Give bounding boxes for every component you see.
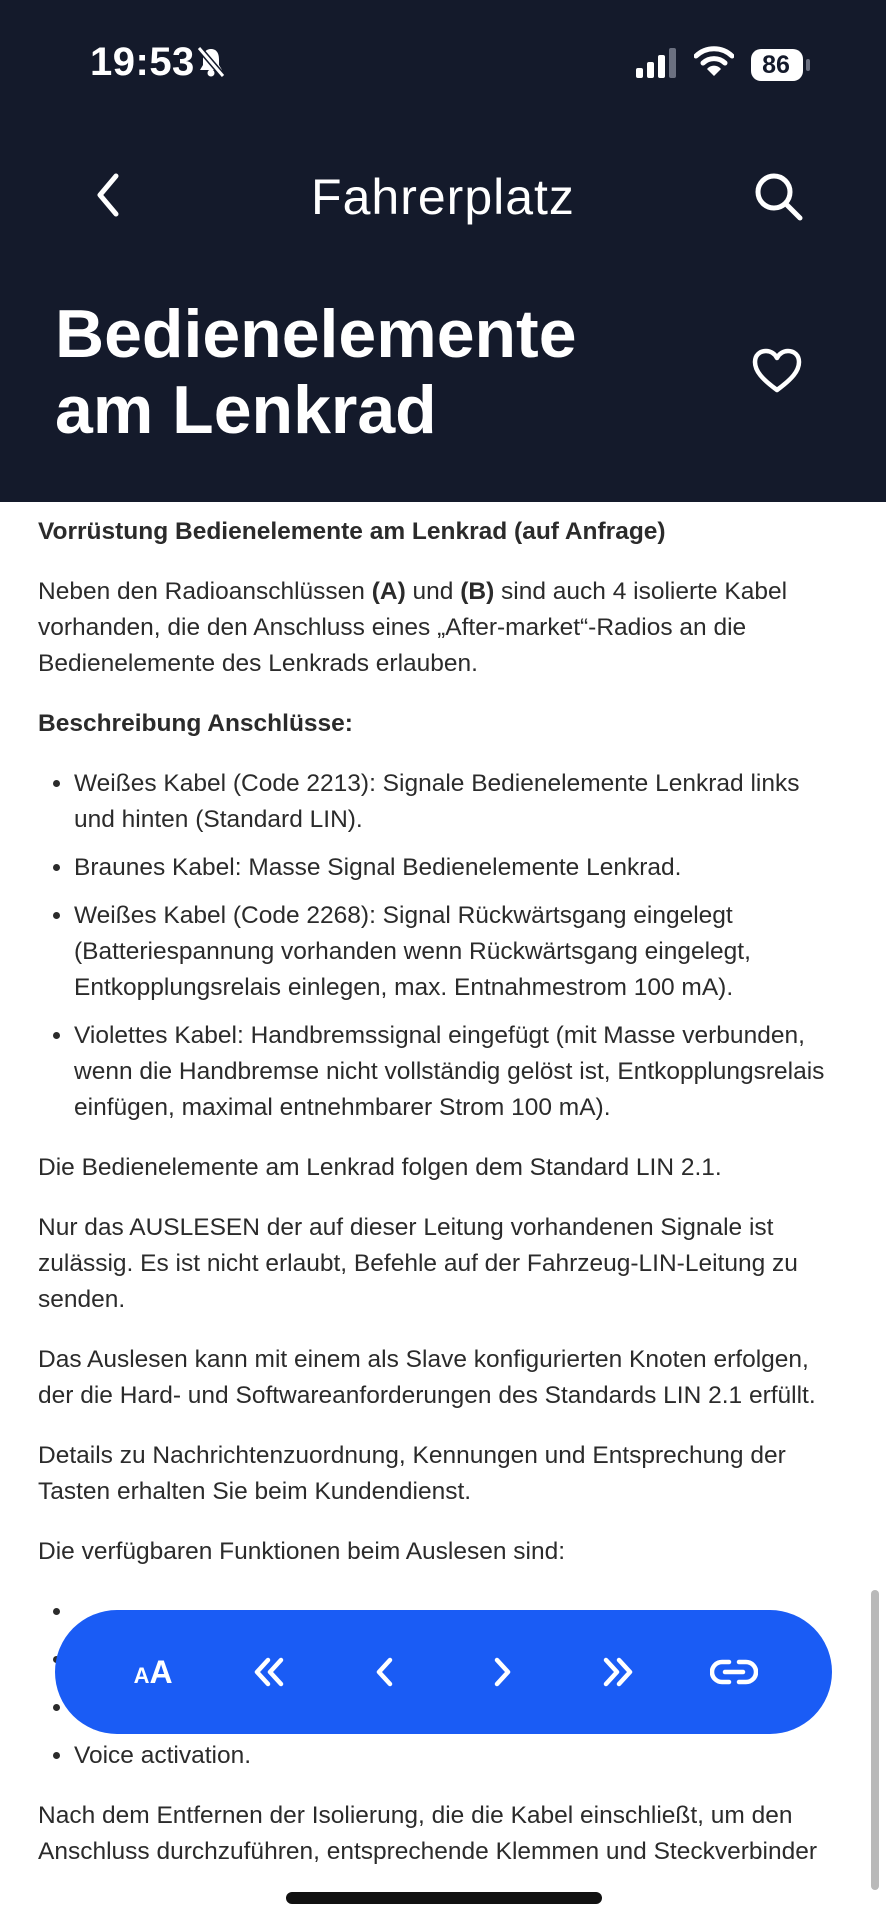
paragraph-functions: Die verfügbaren Funktionen beim Auslesen sind:: [38, 1538, 566, 1565]
nav-title: Fahrerplatz: [311, 169, 575, 225]
previous-page-button[interactable]: [350, 1637, 420, 1707]
paragraph-removal: Nach dem Entfernen der Isolierung, die die Kabel einschließt, um den Anschluss durchzuführen, entsprechende Klemmen und Steckverbinder: [38, 1802, 817, 1865]
font-size-icon: AA: [133, 1653, 173, 1690]
page-title: [55, 296, 695, 448]
search-icon[interactable]: [752, 170, 804, 222]
intro-text-1: Neben den Radioanschlüssen: [38, 578, 372, 605]
link-button[interactable]: [699, 1637, 769, 1707]
label-b: (B): [460, 578, 495, 605]
link-icon: [710, 1657, 758, 1687]
font-size-button[interactable]: [118, 1637, 188, 1707]
last-page-icon: [600, 1655, 636, 1689]
paragraph-read: Nur das AUSLESEN der auf dieser Leitung vorhandenen Signale ist zulässig. Es ist nicht erlaubt, Befehle auf der Fahrzeug-LIN-Leitung zu senden.: [38, 1214, 798, 1313]
previous-page-icon: [373, 1655, 397, 1689]
section-title: Vorrüstung Bedienelemente am Lenkrad (auf Anfrage): [38, 518, 666, 545]
bell-slash-icon: [196, 46, 226, 78]
first-page-icon: [251, 1655, 287, 1689]
wifi-icon: [694, 44, 734, 78]
list-item: • Weißes Kabel (Code 2213): Signale Bedienelemente Lenkrad links und hinten (Standard LIN).: [74, 766, 838, 838]
paragraph-details: Details zu Nachrichtenzuordnung, Kennungen und Entsprechung der Tasten erhalten Sie beim Kundendienst.: [38, 1442, 786, 1505]
paragraph-standard: Die Bedienelemente am Lenkrad folgen dem Standard LIN 2.1.: [38, 1154, 722, 1181]
page-title-line2: am Lenkrad: [55, 372, 437, 448]
list-item: • Voice activation.: [74, 1738, 838, 1774]
next-page-button[interactable]: [467, 1637, 537, 1707]
first-page-button[interactable]: [234, 1637, 304, 1707]
list-item: • Braunes Kabel: Masse Signal Bedienelemente Lenkrad.: [74, 850, 838, 886]
reader-toolbar: [55, 1610, 832, 1734]
status-time: 19:53: [90, 40, 195, 84]
list-item: • Violettes Kabel: Handbremssignal eingefügt (mit Masse verbunden, wenn die Handbremse nicht vollständig gelöst ist, Entkopplungsrelais einfügen, maximal entnehmbarer Strom 100 mA).: [74, 1018, 838, 1126]
battery-icon: [750, 48, 812, 87]
connections-title: Beschreibung Anschlüsse:: [38, 710, 353, 737]
list-item: • Weißes Kabel (Code 2268): Signal Rückwärtsgang eingelegt (Batteriespannung vorhanden wenn Rückwärtsgang eingelegt, Entkopplungsrelais einlegen, max. Entnahmestrom 100 mA).: [74, 898, 838, 1006]
scrollbar[interactable]: [871, 1590, 879, 1890]
connections-list: [38, 766, 838, 1126]
header: [0, 0, 886, 502]
battery-level: 86: [762, 51, 790, 79]
paragraph-slave: Das Auslesen kann mit einem als Slave konfigurierten Knoten erfolgen, der die Hard- und Softwareanforderungen des Standards LIN 2.1 erfüllt.: [38, 1346, 816, 1409]
home-indicator[interactable]: [286, 1892, 602, 1904]
page-title-line1: Bedienelemente: [55, 296, 577, 372]
intro-text-2: und: [405, 578, 461, 605]
label-a: (A): [371, 578, 406, 605]
intro-text-3: sind auch 4 isolierte Kabel vorhanden, die den Anschluss eines „After-market“-Radios an die Bedienelemente des Lenkrads erlauben.: [38, 578, 788, 677]
next-page-icon: [490, 1655, 514, 1689]
last-page-button[interactable]: [583, 1637, 653, 1707]
intro-paragraph: [38, 574, 838, 682]
signal-icon: [636, 48, 680, 78]
heart-icon[interactable]: [752, 348, 802, 394]
